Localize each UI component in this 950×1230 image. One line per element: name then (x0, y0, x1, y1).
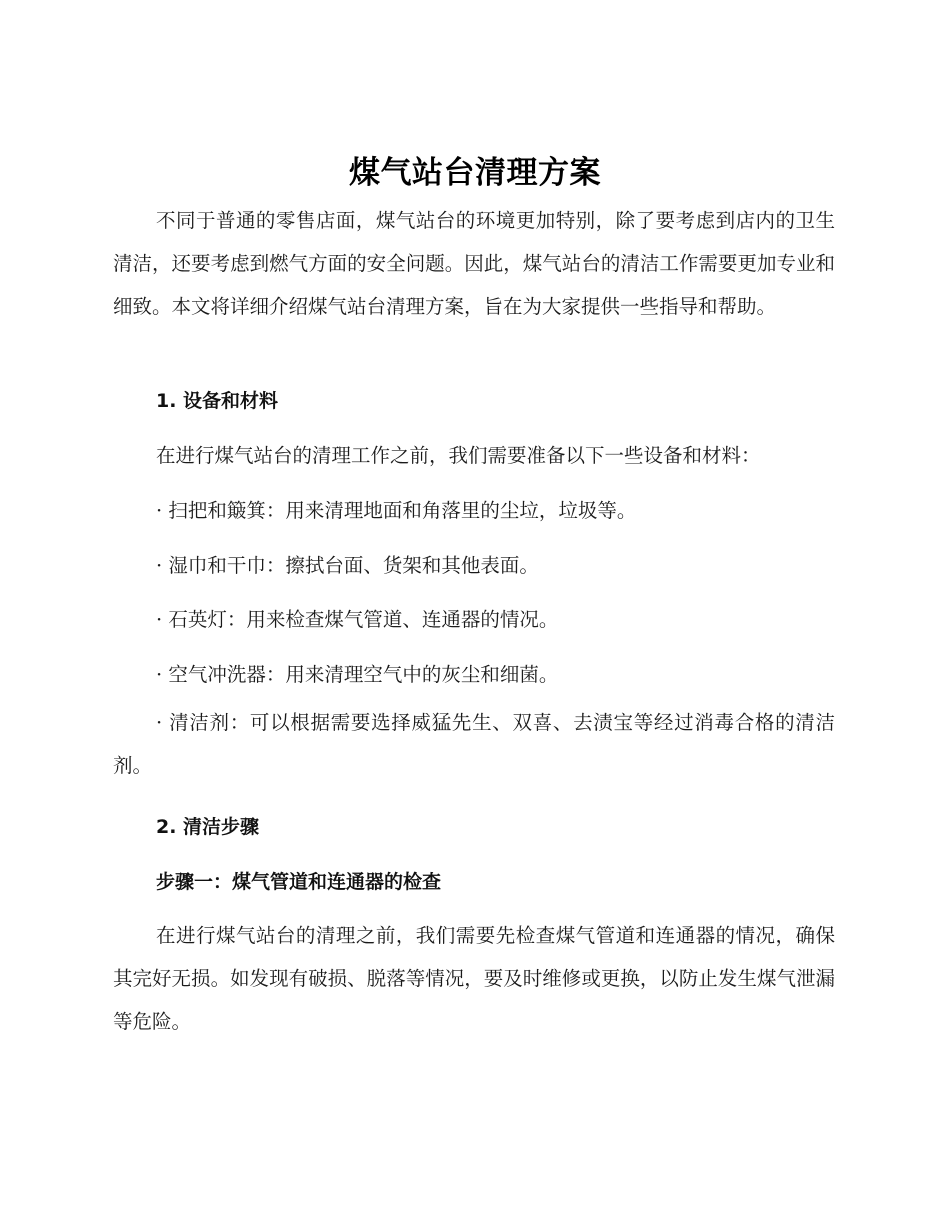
list-item: · 石英灯：用来检查煤气管道、连通器的情况。 (156, 608, 559, 631)
step-heading: 步骤一：煤气管道和连通器的检查 (156, 871, 442, 893)
list-item: · 湿巾和干巾：擦拭台面、货架和其他表面。 (156, 554, 539, 577)
list-item: · 空气冲洗器：用来清理空气中的灰尘和细菌。 (156, 663, 559, 686)
step-paragraph: 在进行煤气站台的清理之前，我们需要先检查煤气管道和连通器的情况，确保其完好无损。如发现有破损、脱落等情况，要及时维修或更换，以防止发生煤气泄漏等危险。 (113, 924, 835, 1033)
section-heading-equipment: 1. 设备和材料 (156, 390, 279, 412)
list-item: · 清洁剂：可以根据需要选择威猛先生、双喜、去渍宝等经过消毒合格的清洁剂。 (113, 711, 835, 777)
section-heading-cleaning-steps: 2. 清洁步骤 (156, 816, 260, 838)
list-item: · 扫把和簸箕：用来清理地面和角落里的尘垃，垃圾等。 (156, 499, 637, 522)
document-title: 煤气站台清理方案 (349, 155, 601, 191)
equipment-intro: 在进行煤气站台的清理工作之前，我们需要准备以下一些设备和材料： (156, 444, 761, 467)
intro-paragraph: 不同于普通的零售店面，煤气站台的环境更加特别，除了要考虑到店内的卫生清洁，还要考虑到燃气方面的安全问题。因此，煤气站台的清洁工作需要更加专业和细致。本文将详细介绍煤气站台清理方案，旨在为大家提供一些指导和帮助。 (113, 209, 835, 318)
